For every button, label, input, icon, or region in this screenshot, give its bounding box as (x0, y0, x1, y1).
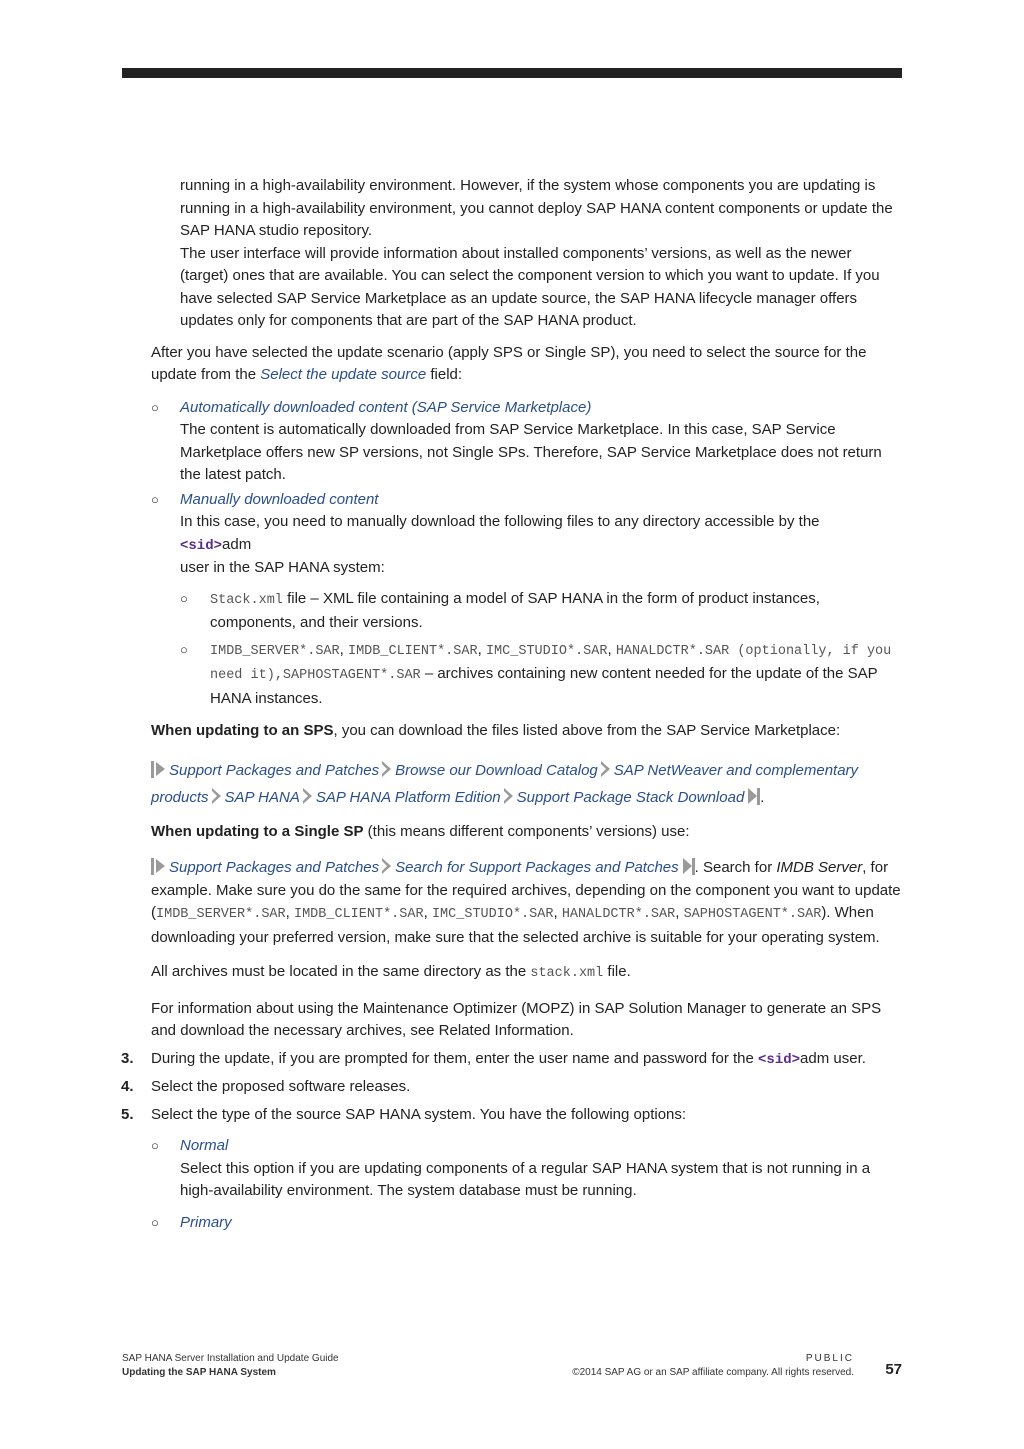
list-item-stack-xml (180, 588, 902, 635)
source-para-post: field: (426, 366, 463, 383)
page-footer (0, 1352, 1024, 1392)
manual-download-desc-end: user in the SAP HANA system: (180, 559, 385, 576)
imdb-server-em: IMDB Server (776, 859, 863, 876)
menu-path-separator-icon (601, 761, 610, 778)
single-sp-tail: ). When downloading your preferred version, make sure that the selected archive is suitable for your operating system. (151, 904, 880, 946)
sep: , (423, 904, 432, 921)
path-browse-catalog[interactable]: Browse our Download Catalog (395, 761, 598, 779)
source-para-pre: After you have selected the update scenario (apply SPS or Single SP), you need to select the source for the update from the (151, 343, 867, 383)
list-item-archives (180, 639, 902, 711)
bullet-icon: ○ (180, 641, 188, 657)
step-number: 5. (121, 1105, 134, 1123)
sep: , (553, 904, 562, 921)
code-imc-studio: IMC_STUDIO*.SAR (431, 907, 554, 922)
path-end-period: . (760, 788, 765, 806)
step-3-post: adm user. (800, 1049, 866, 1067)
footer-copyright: ©2014 SAP AG or an SAP affiliate company. All rights reserved. (572, 1367, 854, 1378)
sps-rest: , you can download the files listed above from the SAP Service Marketplace: (333, 722, 841, 739)
code-imdb-client: IMDB_CLIENT*.SAR (293, 907, 424, 922)
sep: , (274, 668, 283, 683)
sid-placeholder: <sid> (180, 537, 223, 554)
manual-download-sid-line (180, 534, 902, 558)
normal-title[interactable]: Normal (180, 1137, 229, 1154)
sps-bold: When updating to an SPS (151, 722, 334, 739)
footer-doc-title: SAP HANA Server Installation and Update Guide (122, 1353, 339, 1364)
menu-path-separator-icon (303, 788, 312, 805)
archives-desc: – archives containing new content needed for the update of the SAP HANA instances. (210, 665, 878, 707)
normal-desc: Select this option if you are updating components of a regular SAP HANA system that is not running in a high-availability environment. The system database must be running. (180, 1159, 871, 1199)
stack-xml-code: stack.xml (530, 966, 604, 981)
path-sap-hana[interactable]: SAP HANA (224, 788, 300, 806)
page-number: 57 (885, 1361, 902, 1378)
code-imdb-client: IMDB_CLIENT*.SAR (347, 643, 478, 659)
sep: , (607, 640, 616, 658)
menu-path-separator-icon (212, 788, 221, 805)
step-5-text: Select the type of the source SAP HANA system. You have the following options: (151, 1105, 687, 1123)
list-item-manual-download (151, 489, 902, 580)
sps-menu-path (151, 757, 902, 811)
manual-download-desc: In this case, you need to manually download the following files to any directory accessible by the (180, 513, 820, 530)
menu-path-end-icon (683, 858, 695, 875)
menu-path-start-icon (151, 761, 165, 778)
list-item-primary (151, 1212, 902, 1235)
code-imdb-server: IMDB_SERVER*.SAR (210, 643, 340, 659)
sep: , (477, 640, 486, 658)
select-update-source-link[interactable]: Select the update source (260, 366, 427, 383)
header-rule (122, 68, 902, 78)
path-search-support-packages[interactable]: Search for Support Packages and Patches (395, 859, 679, 876)
archives-pre: All archives must be located in the same directory as the (151, 963, 531, 980)
footer-section: Updating the SAP HANA System (122, 1367, 276, 1378)
archives-post: file. (603, 963, 631, 980)
bullet-icon: ○ (180, 590, 188, 606)
auto-download-desc: The content is automatically downloaded from SAP Service Marketplace. In this case, SAP Service Marketplace offers new SP versions, not Single SPs. Therefore, SAP Service Marketplace does not return the latest patch. (180, 421, 882, 483)
sep: , (285, 904, 294, 921)
step-number: 3. (121, 1049, 134, 1067)
path-stack-download[interactable]: Support Package Stack Download (516, 788, 745, 806)
step-3 (121, 1048, 902, 1072)
step-3-pre: During the update, if you are prompted for them, enter the user name and password for the (151, 1049, 759, 1067)
bullet-icon: ○ (151, 1214, 159, 1230)
page-content (0, 175, 1024, 1236)
step-number: 4. (121, 1078, 134, 1095)
menu-path-start-icon (151, 858, 165, 875)
sep: , (675, 904, 684, 921)
source-paragraph (151, 342, 902, 387)
code-saphostagent: SAPHOSTAGENT*.SAR (282, 668, 421, 683)
path-support-packages[interactable]: Support Packages and Patches (169, 859, 380, 876)
code-saphostagent: SAPHOSTAGENT*.SAR (683, 907, 822, 922)
auto-download-title[interactable]: Automatically downloaded content (SAP Service Marketplace) (180, 398, 592, 416)
code-imdb-server: IMDB_SERVER*.SAR (156, 907, 286, 922)
code-hanaldctr: HANALDCTR*.SAR (561, 907, 676, 922)
adm-text: adm (222, 535, 252, 553)
list-item-normal (151, 1135, 902, 1203)
code-hanaldctr: HANALDCTR*.SAR (optionally, if you need it) (210, 643, 892, 683)
sps-paragraph (151, 720, 902, 743)
menu-path-separator-icon (382, 858, 391, 875)
path-support-packages[interactable]: Support Packages and Patches (169, 761, 380, 779)
path-netweaver[interactable]: SAP NetWeaver and complementary products (151, 761, 859, 806)
single-sp-paragraph (151, 821, 902, 844)
bullet-icon: ○ (151, 1138, 159, 1153)
step-4-text: Select the proposed software releases. (151, 1078, 411, 1095)
menu-path-separator-icon (382, 761, 391, 778)
stack-xml-code: Stack.xml (210, 592, 283, 608)
menu-path-separator-icon (504, 788, 513, 805)
step-4 (121, 1076, 902, 1099)
archives-paragraph (151, 961, 902, 986)
bullet-icon: ○ (151, 399, 159, 415)
primary-title[interactable]: Primary (180, 1213, 232, 1231)
single-sp-rest: (this means different components’ versions) use: (363, 822, 690, 840)
single-sp-desc: , for example. Make sure you do the same for the required archives, depending on the component you want to update ( (151, 859, 901, 921)
step-5 (121, 1104, 902, 1127)
continuation-text-2: The user interface will provide information about installed components’ versions, as well as the newer (target) ones that are available. You can select the component version to which you want to update. If you have selected SAP Service Marketplace as an update source, the SAP HANA lifecycle manager offers updates only for components that are part of the SAP HANA product. (180, 244, 880, 329)
code-imc-studio: IMC_STUDIO*.SAR (485, 643, 608, 659)
path-platform-edition[interactable]: SAP HANA Platform Edition (315, 788, 501, 806)
menu-path-end-icon (748, 788, 760, 805)
search-for-text: . Search for (694, 859, 777, 876)
mopz-paragraph: For information about using the Maintenance Optimizer (MOPZ) in SAP Solution Manager to generate an SPS and download the necessary archives, see Related Information. (151, 999, 882, 1039)
stack-xml-desc: file – XML file containing a model of SAP HANA in the form of product instances, components, and their versions. (210, 589, 820, 631)
sid-placeholder: <sid> (758, 1051, 801, 1068)
footer-classification: PUBLIC (805, 1353, 854, 1364)
single-sp-bold: When updating to a Single SP (151, 822, 364, 840)
single-sp-path-paragraph (151, 857, 902, 949)
continuation-text-1: running in a high-availability environment. However, if the system whose components you are updating is running in a high-availability environment, you cannot deploy SAP HANA content components or update the SAP HANA studio repository. (180, 177, 893, 239)
bullet-icon: ○ (151, 491, 159, 507)
list-item-auto-download (151, 397, 902, 487)
sep: , (339, 640, 348, 658)
manual-download-title[interactable]: Manually downloaded content (180, 490, 379, 508)
